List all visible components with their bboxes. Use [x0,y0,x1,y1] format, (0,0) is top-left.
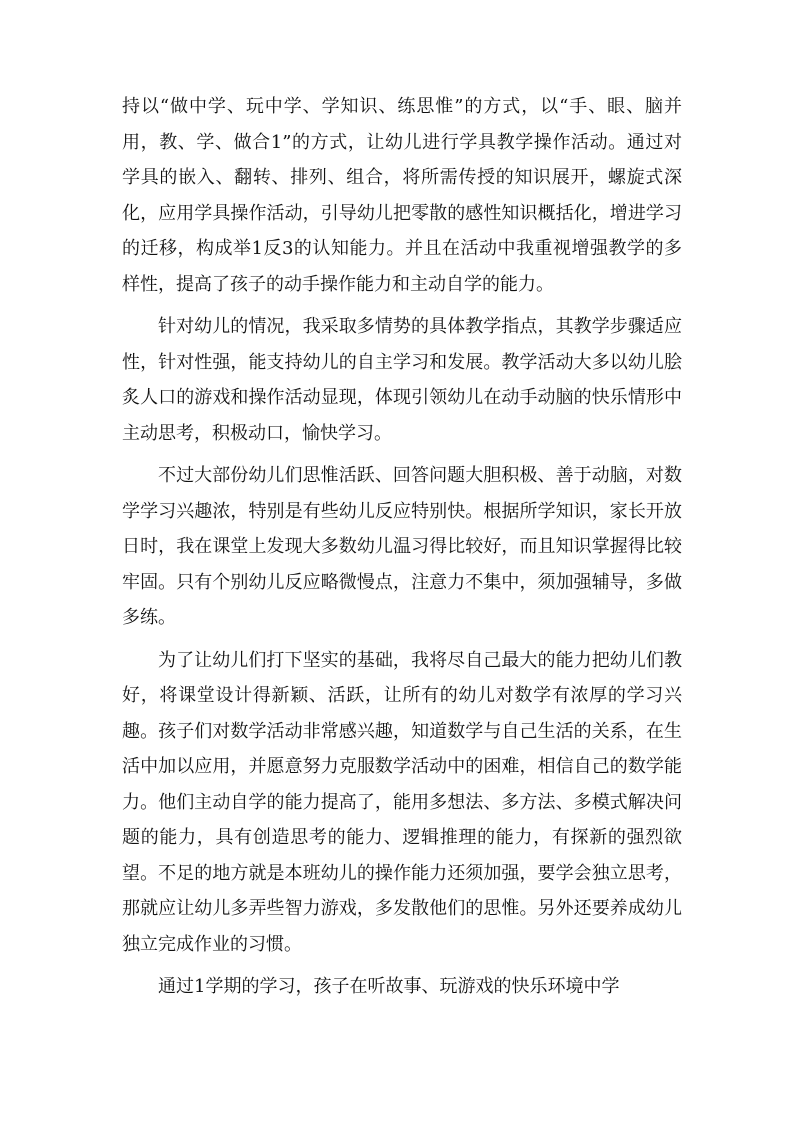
paragraph-continuation: 持以“做中学、玩中学、学知识、练思惟”的方式，以“手、眼、脑并用，教、学、做合1”的方式，让幼儿进行学具教学操作活动。通过对学具的嵌入、翻转、排列、组合，将所需传授的知识展开，螺旋式深化，应用学具操作活动，引导幼儿把零散的感性知识概括化，增进学习的迁移，构成举1反3的认知能力。并且在活动中我重视增强教学的多样性，提高了孩子的动手操作能力和主动自学的能力。 [122,96,682,295]
document-body [122,89,682,1005]
paragraph-teaching-guidance: 针对幼儿的情况，我采取多情势的具体教学指点，其教学步骤适应性，针对性强，能支持幼儿的自主学习和发展。教学活动大多以幼儿脍炙人口的游戏和操作活动显现，体现引领幼儿在动手动脑的快乐情形中主动思考，积极动口，愉快学习。 [122,316,682,444]
paragraph-semester-summary: 通过1学期的学习，孩子在听故事、玩游戏的快乐环境中学 [158,976,620,997]
paragraph-student-performance: 不过大部份幼儿们思惟活跃、回答问题大胆积极、善于动脑，对数学学习兴趣浓，特别是有些幼儿反应特别快。根据所学知识，家长开放日时，我在课堂上发现大多数幼儿温习得比较好，而且知识掌握得比较牢固。只有个别幼儿反应略微慢点，注意力不集中，须加强辅导，多做多练。 [122,465,682,628]
paragraph-goals-and-shortcomings: 为了让幼儿们打下坚实的基础，我将尽自己最大的能力把幼儿们教好，将课堂设计得新颖、活跃，让所有的幼儿对数学有浓厚的学习兴趣。孩子们对数学活动非常感兴趣，知道数学与自己生活的关系，在生活中加以应用，并愿意努力克服数学活动中的困难，相信自己的数学能力。他们主动自学的能力提高了，能用多想法、多方法、多模式解决问题的能力，具有创造思考的能力、逻辑推理的能力，有探新的强烈欲望。不足的地方就是本班幼儿的操作能力还须加强，要学会独立思考，那就应让幼儿多弄些智力游戏，多发散他们的思惟。另外还要养成幼儿独立完成作业的习惯。 [122,649,682,955]
